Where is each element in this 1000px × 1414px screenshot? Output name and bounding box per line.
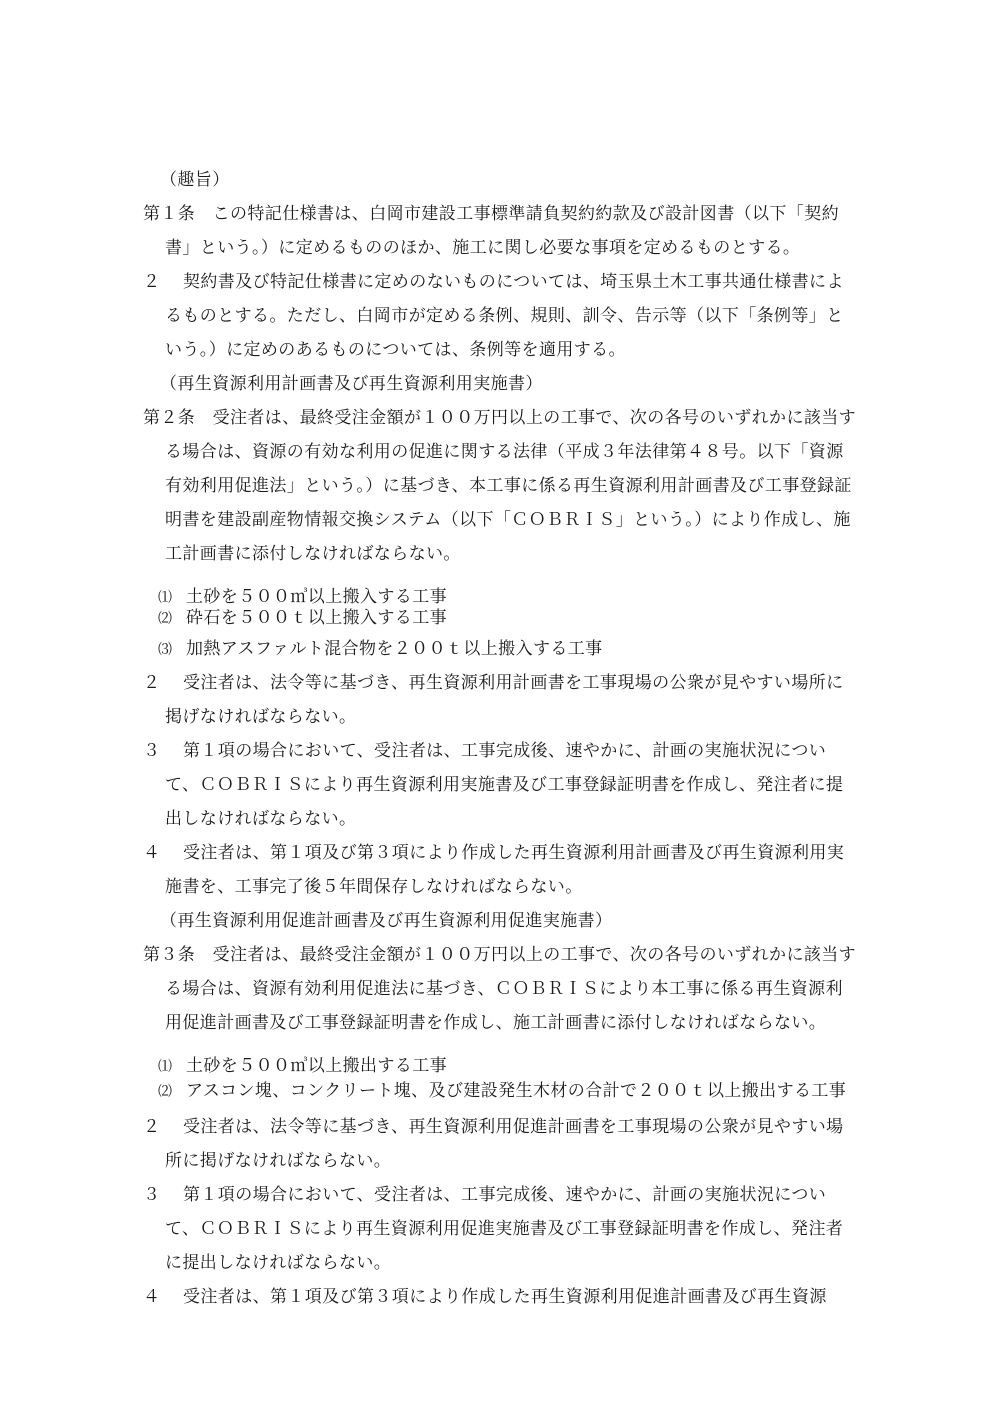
article3-paragraph2 — [0, 1110, 860, 1178]
item-number: ⑴ — [158, 590, 173, 606]
item-text: 加熱アスファルト混合物を２００ｔ以上搬入する工事 — [186, 639, 603, 659]
list-item — [0, 639, 858, 660]
paragraph-number: ４ — [143, 1287, 161, 1307]
paragraph-number: ３ — [143, 1185, 161, 1205]
article1-paragraph1: 第１条 この特記仕様書は、白岡市建設工事標準請負契約約款及び設計図書（以下「契約書」という。）に定めるもののほか、施工に関し必要な事項を定めるものとする。 — [143, 204, 839, 258]
document-body — [0, 163, 1000, 1314]
paragraph-text: 受注者は、法令等に基づき、再生資源利用計画書を工事現場の公衆が見やすい場所に掲げなければならない。 — [165, 673, 844, 727]
paragraph-text: 受注者は、第１項及び第３項により作成した再生資源利用促進計画書及び再生資源 — [183, 1287, 827, 1307]
article1-paragraph2 — [0, 265, 860, 367]
item-number: ⑵ — [158, 1084, 173, 1100]
paragraph-text: 第１項の場合において、受注者は、工事完成後、速やかに、計画の実施状況について、ＣＯＢＲＩＳにより再生資源利用促進実施書及び工事登録証明書を作成し、発注者に提出しなければならない。 — [165, 1185, 844, 1273]
list-item — [0, 587, 858, 608]
paragraph-number: ２ — [143, 673, 161, 693]
article3-heading: （再生資源利用促進計画書及び再生資源利用促進実施書） — [160, 911, 613, 931]
article3-item-list — [0, 1056, 1000, 1106]
paragraph-text: 受注者は、第１項及び第３項により作成した再生資源利用計画書及び再生資源利用実施書を、工事完了後５年間保存しなければならない。 — [165, 843, 845, 897]
article2-paragraph4 — [0, 836, 860, 904]
item-text: 土砂を５００㎥以上搬出する工事 — [186, 1056, 447, 1076]
paragraph-text: 受注者は、法令等に基づき、再生資源利用促進計画書を工事現場の公衆が見やすい場所に掲げなければならない。 — [165, 1117, 844, 1171]
article2-paragraph2 — [0, 666, 860, 734]
paragraph-number: ２ — [143, 272, 161, 292]
item-number: ⑴ — [158, 1059, 173, 1075]
paragraph-number: ２ — [143, 1117, 161, 1137]
paragraph-text: 契約書及び特記仕様書に定めのないものについては、埼玉県土木工事共通仕様書によるものとする。ただし、白岡市が定める条例、規則、訓令、告示等（以下「条例等」という。）に定めのあるものについては、条例等を適用する。 — [165, 272, 844, 360]
item-text: 砕石を５００ｔ以上搬入する工事 — [186, 608, 447, 628]
paragraph-number: ４ — [143, 843, 161, 863]
item-text: 土砂を５００㎥以上搬入する工事 — [186, 587, 447, 607]
article2-paragraph1: 第２条 受注者は、最終受注金額が１００万円以上の工事で、次の各号のいずれかに該当する場合は、資源の有効な利用の促進に関する法律（平成３年法律第４８号。以下「資源有効利用促進法」という。）に基づき、本工事に係る再生資源利用計画書及び工事登録証明書を建設副産物情報交換システム（以下「ＣＯＢＲＩＳ」という。）により作成し、施工計画書に添付しなければならない。 — [143, 408, 857, 564]
article1-heading: （趣旨） — [160, 170, 230, 190]
article3-paragraph1: 第３条 受注者は、最終受注金額が１００万円以上の工事で、次の各号のいずれかに該当する場合は、資源有効利用促進法に基づき、ＣＯＢＲＩＳにより本工事に係る再生資源利用促進計画書及び工事登録証明書を作成し、施工計画書に添付しなければならない。 — [143, 945, 857, 1033]
item-text: アスコン塊、コンクリート塊、及び建設発生木材の合計で２００ｔ以上搬出する工事 — [186, 1081, 847, 1101]
article2-paragraph3 — [0, 734, 860, 836]
article3-paragraph3 — [0, 1178, 860, 1280]
item-number: ⑵ — [158, 611, 173, 627]
article2-item-list — [0, 587, 1000, 660]
article3-paragraph4 — [0, 1280, 860, 1314]
paragraph-text: 第１項の場合において、受注者は、工事完成後、速やかに、計画の実施状況について、ＣＯＢＲＩＳにより再生資源利用実施書及び工事登録証明書を作成し、発注者に提出しなければならない。 — [165, 741, 844, 829]
list-item — [0, 1077, 858, 1106]
list-item — [0, 1056, 858, 1077]
article2-heading: （再生資源利用計画書及び再生資源利用実施書） — [160, 374, 543, 394]
paragraph-number: ３ — [143, 741, 161, 761]
list-item — [0, 608, 858, 629]
item-number: ⑶ — [158, 642, 173, 658]
